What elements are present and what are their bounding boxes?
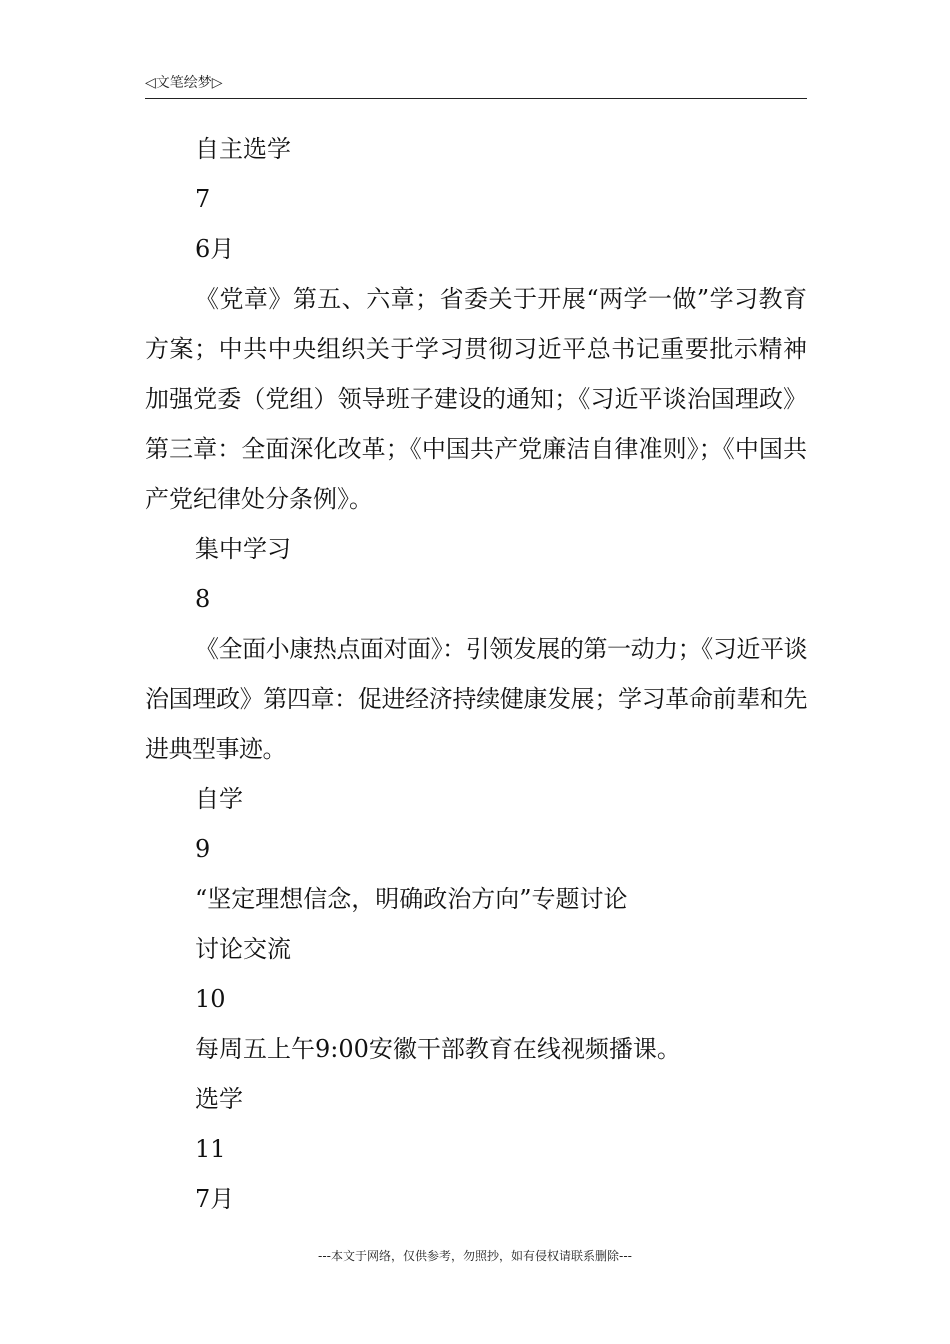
row-number: 10 xyxy=(195,985,226,1013)
row-label-self-study: 自主选学 xyxy=(195,135,291,163)
page-footer: ---本文于网络，仅供参考，勿照抄，如有侵权请联系删除--- xyxy=(318,1249,632,1263)
row-label-discussion: 讨论交流 xyxy=(195,935,291,963)
row-number: 9 xyxy=(195,835,211,863)
page-header xyxy=(145,74,807,99)
header-title: ◁文笔绘梦▷ xyxy=(145,75,223,91)
row-label-elective: 选学 xyxy=(195,1085,243,1113)
row-number: 7 xyxy=(195,185,211,213)
row-label-group-study: 集中学习 xyxy=(195,535,291,563)
row-label-self-learning: 自学 xyxy=(195,785,243,813)
row-number: 11 xyxy=(195,1135,226,1163)
month-label: 6月 xyxy=(195,235,235,263)
study-content-paragraph: 《党章》第五、六章；省委关于开展“两学一做”学习教育方案；中共中央组织关于学习贯彻习近平总书记重要批示精神加强党委（党组）领导班子建设的通知；《习近平谈治国理政》第三章：全面深化改革；《中国共产党廉洁自律准则》；《中国共产党纪律处分条例》。 xyxy=(145,285,807,513)
discussion-topic: “坚定理想信念，明确政治方向”专题讨论 xyxy=(195,885,628,913)
month-label: 7月 xyxy=(195,1185,235,1213)
row-number: 8 xyxy=(195,585,211,613)
document-body xyxy=(145,124,807,1224)
video-course-note: 每周五上午9:00安徽干部教育在线视频播课。 xyxy=(195,1035,681,1063)
study-content-paragraph: 《全面小康热点面对面》：引领发展的第一动力；《习近平谈治国理政》第四章：促进经济持续健康发展；学习革命前辈和先进典型事迹。 xyxy=(145,635,807,763)
